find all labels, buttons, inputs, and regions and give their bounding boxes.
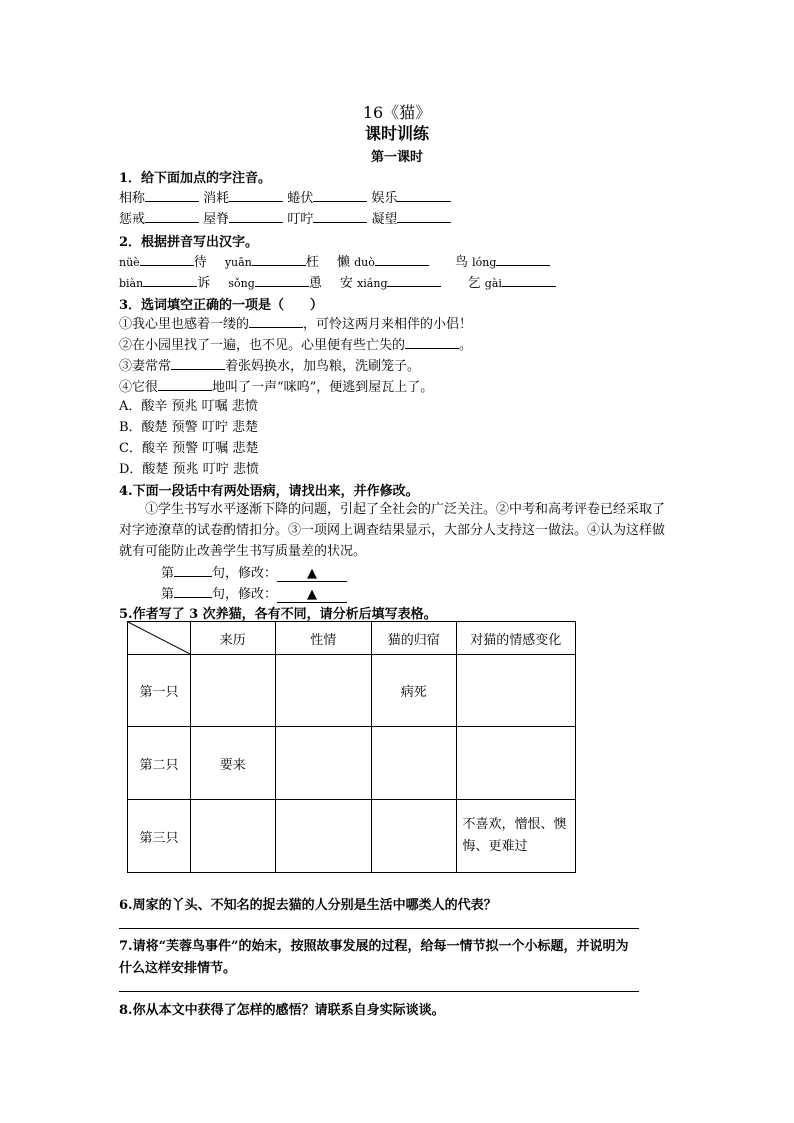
fix-label: 第 [161, 587, 175, 602]
table-cell[interactable]: 不喜欢，憎恨、懊悔、更难过 [456, 800, 575, 873]
answer-line[interactable] [119, 991, 639, 992]
diagonal-line [128, 622, 190, 654]
question-4-title: 4.下面一段话中有两处语病，请找出来，并作修改。 [119, 484, 419, 499]
question-3-sentence-3 [119, 356, 420, 376]
question-3-sentence-2 [119, 335, 472, 355]
word: 蜷伏 [287, 191, 314, 206]
lesson-title: 16《猫》 [362, 103, 432, 122]
answer-blank[interactable] [143, 273, 197, 287]
question-6-title: 6.周家的丫头、不知名的捉去猫的人分别是生活中哪类人的代表？ [119, 898, 497, 913]
word: 待 [193, 255, 207, 270]
question-2-title: 2．根据拼音写出汉字。 [119, 235, 259, 250]
sentence-text: ②在小园里找了一遍，也不见。心里便有些亡失的 [119, 338, 406, 353]
header-feeling-change: 对猫的情感变化 [456, 622, 575, 655]
lesson-subtitle: 课时训练 [364, 124, 429, 143]
question-3-sentence-1 [119, 314, 472, 334]
question-3-option-d[interactable]: D．酸楚 预兆 叮咛 悲愤 [119, 462, 259, 477]
table-cell[interactable] [275, 800, 371, 873]
question-3-option-a[interactable]: A．酸辛 预兆 叮嘱 悲愤 [119, 399, 258, 414]
question-1-row-2 [119, 209, 451, 229]
pinyin: yuān [224, 256, 252, 269]
triangle-marker[interactable]: ▲ [277, 587, 347, 603]
question-4-fix-2 [161, 583, 347, 603]
answer-blank[interactable] [313, 209, 367, 223]
row-label: 第三只 [128, 800, 191, 873]
word: 娱乐 [371, 191, 398, 206]
pinyin: sǒng [228, 277, 255, 290]
header-origin: 来历 [191, 622, 276, 655]
word: 乞 [467, 276, 481, 291]
question-3-option-b[interactable]: B．酸楚 预警 叮咛 悲楚 [119, 420, 258, 435]
lesson-period: 第一课时 [370, 150, 423, 165]
sentence-text: 地叫了一声“咪呜”，便逃到屋瓦上了。 [212, 380, 434, 395]
fix-label: 句，修改： [212, 566, 278, 581]
answer-blank[interactable] [252, 252, 306, 266]
sentence-text: 。 [459, 338, 473, 353]
fix-label: 句，修改： [212, 587, 278, 602]
diagonal-corner-cell [128, 622, 191, 655]
word: 屋脊 [203, 212, 230, 227]
pinyin: xiáng [357, 277, 388, 290]
answer-blank[interactable] [249, 314, 303, 328]
word: 恿 [308, 276, 322, 291]
cat-analysis-table [127, 621, 576, 873]
question-2-row-1 [119, 252, 550, 272]
answer-blank[interactable] [145, 209, 199, 223]
sentence-text: 着张妈换水，加鸟粮，洗刷笼子。 [225, 359, 421, 374]
sentence-number-blank[interactable] [174, 563, 212, 577]
table-cell[interactable] [191, 800, 276, 873]
pinyin: duò [354, 256, 375, 269]
triangle-marker[interactable]: ▲ [277, 566, 347, 582]
answer-blank[interactable] [405, 335, 459, 349]
table-cell[interactable] [275, 727, 371, 800]
table-cell[interactable] [191, 655, 276, 727]
question-4-paragraph: ①学生书写水平逐渐下降的问题，引起了全社会的广泛关注。②中考和高考评卷已经采取了对字迹潦草的试卷酌情扣分。③一项网上调查结果显示，大部分人支持这一做法。④认为这样做就有可能防止改善学生书写质量差的状况。 [119, 502, 666, 559]
sentence-text: ①我心里也感着一缕的 [119, 317, 250, 332]
pinyin: gài [484, 277, 502, 290]
answer-blank[interactable] [171, 356, 225, 370]
answer-blank[interactable] [397, 188, 451, 202]
question-4-fix-1 [161, 562, 347, 582]
table-cell[interactable]: 要来 [191, 727, 276, 800]
answer-blank[interactable] [502, 273, 556, 287]
answer-blank[interactable] [313, 188, 367, 202]
question-1-title: 1．给下面加点的字注音。 [119, 171, 272, 186]
word: 懒 [336, 255, 350, 270]
table-cell[interactable]: 病死 [371, 655, 456, 727]
answer-blank[interactable] [387, 273, 441, 287]
answer-blank[interactable] [397, 209, 451, 223]
fix-label: 第 [161, 566, 175, 581]
answer-blank[interactable] [229, 188, 283, 202]
question-8-title: 8.你从本文中获得了怎样的感悟？请联系自身实际谈谈。 [119, 1003, 445, 1018]
answer-blank[interactable] [255, 273, 309, 287]
table-cell[interactable] [456, 655, 575, 727]
header-temperament: 性情 [275, 622, 371, 655]
answer-blank[interactable] [229, 209, 283, 223]
word: 枉 [305, 255, 319, 270]
question-7-line-1: 7.请将“芙蓉鸟事件”的始末，按照故事发展的过程，给每一情节拟一个小标题，并说明为 [119, 939, 629, 954]
word: 诉 [197, 276, 211, 291]
pinyin: lóng [472, 256, 497, 269]
table-cell[interactable] [371, 727, 456, 800]
pinyin: biàn [119, 277, 144, 290]
word: 叮咛 [287, 212, 314, 227]
question-7-line-2: 什么这样安排情节。 [119, 961, 237, 976]
answer-blank[interactable] [140, 252, 194, 266]
row-label: 第二只 [128, 727, 191, 800]
word: 安 [339, 276, 353, 291]
question-1-row-1 [119, 188, 451, 208]
word: 消耗 [203, 191, 230, 206]
table-cell[interactable] [275, 655, 371, 727]
pinyin: nüè [119, 256, 140, 269]
question-3-option-c[interactable]: C．酸辛 预警 叮嘱 悲楚 [119, 441, 259, 456]
sentence-text: ③妻常常 [119, 359, 172, 374]
table-cell[interactable] [456, 727, 575, 800]
table-cell[interactable] [371, 800, 456, 873]
question-3-title: 3．选词填空正确的一项是（ ） [119, 298, 324, 313]
word: 惩戒 [119, 212, 146, 227]
question-2-row-2 [119, 273, 556, 293]
answer-line[interactable] [119, 928, 639, 929]
word: 相称 [119, 191, 146, 206]
sentence-number-blank[interactable] [174, 584, 212, 598]
row-label: 第一只 [128, 655, 191, 727]
question-3-sentence-4 [119, 377, 433, 397]
question-5-title: 5.作者写了 3 次养猫，各有不同，请分析后填写表格。 [119, 607, 437, 622]
word: 凝望 [371, 212, 398, 227]
answer-blank[interactable] [158, 377, 212, 391]
answer-blank[interactable] [496, 252, 550, 266]
sentence-text: ，可怜这两月来相伴的小侣！ [303, 317, 473, 332]
header-fate: 猫的归宿 [371, 622, 456, 655]
answer-blank[interactable] [145, 188, 199, 202]
answer-blank[interactable] [375, 252, 429, 266]
word: 鸟 [455, 255, 469, 270]
sentence-text: ④它很 [119, 380, 159, 395]
